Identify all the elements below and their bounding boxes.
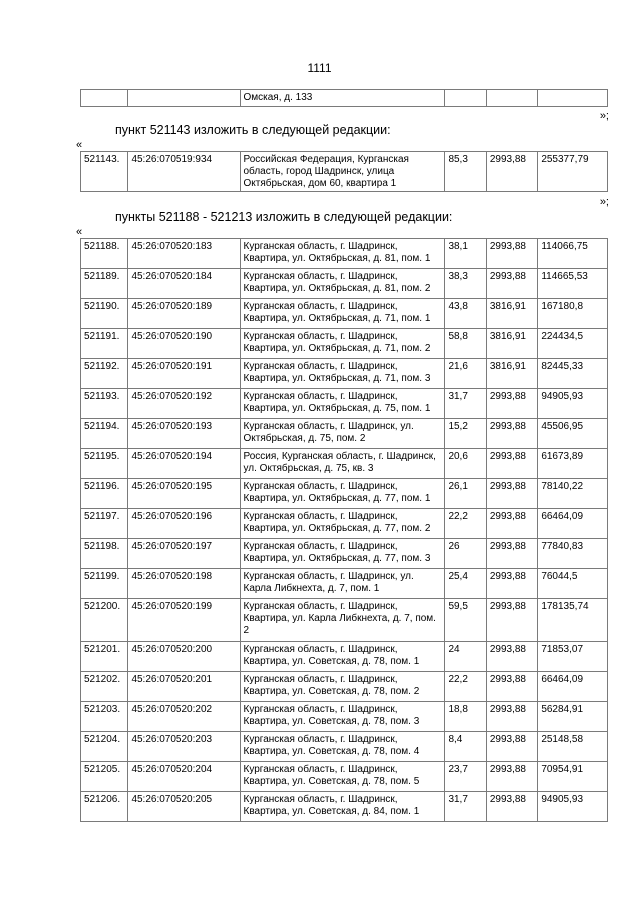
page-number: 1111 bbox=[307, 61, 332, 75]
cell-address: Курганская область, г. Шадринск, ул. Карла Либкнехта, д. 7, пом. 1 bbox=[240, 569, 445, 599]
cell-address: Курганская область, г. Шадринск, Квартира, ул. Советская, д. 78, пом. 4 bbox=[240, 732, 445, 762]
cell-price: 2993,88 bbox=[486, 539, 537, 569]
cell-total: 94905,93 bbox=[538, 792, 608, 822]
cell-price bbox=[486, 90, 537, 107]
cell-price: 3816,91 bbox=[486, 329, 537, 359]
cell-address: Курганская область, г. Шадринск, Квартира, ул. Октябрьская, д. 77, пом. 2 bbox=[240, 509, 445, 539]
cell-total: 66464,09 bbox=[538, 509, 608, 539]
cell-address: Курганская область, г. Шадринск, Квартира, ул. Октябрьская, д. 77, пом. 3 bbox=[240, 539, 445, 569]
table-row bbox=[81, 732, 608, 762]
cell-price: 2993,88 bbox=[486, 672, 537, 702]
cell-number: 521188. bbox=[81, 239, 128, 269]
cell-cadastral: 45:26:070520:195 bbox=[128, 479, 240, 509]
cell-number: 521198. bbox=[81, 539, 128, 569]
cell-number: 521196. bbox=[81, 479, 128, 509]
cell-address: Курганская область, г. Шадринск, Квартира, ул. Октябрьская, д. 81, пом. 1 bbox=[240, 239, 445, 269]
cell-cadastral: 45:26:070520:202 bbox=[128, 702, 240, 732]
cell-number: 521206. bbox=[81, 792, 128, 822]
cell-area: 15,2 bbox=[445, 419, 486, 449]
cell-address: Курганская область, г. Шадринск, Квартира, ул. Советская, д. 78, пом. 3 bbox=[240, 702, 445, 732]
close-quote-2: »; bbox=[599, 196, 609, 208]
cell-address: Курганская область, г. Шадринск, Квартира, ул. Октябрьская, д. 81, пом. 2 bbox=[240, 269, 445, 299]
cell-price: 2993,88 bbox=[486, 732, 537, 762]
cell-address: Курганская область, г. Шадринск, Квартира, ул. Советская, д. 78, пом. 2 bbox=[240, 672, 445, 702]
cell-area: 26,1 bbox=[445, 479, 486, 509]
cell-cadastral: 45:26:070520:190 bbox=[128, 329, 240, 359]
cell-cadastral: 45:26:070520:197 bbox=[128, 539, 240, 569]
cell-price: 2993,88 bbox=[486, 239, 537, 269]
cell-area: 85,3 bbox=[445, 152, 486, 192]
cell-number: 521190. bbox=[81, 299, 128, 329]
cell-area: 22,2 bbox=[445, 509, 486, 539]
cell-cadastral: 45:26:070520:184 bbox=[128, 269, 240, 299]
cell-cadastral: 45:26:070520:199 bbox=[128, 599, 240, 642]
cell-address: Курганская область, г. Шадринск, Квартира, ул. Октябрьская, д. 71, пом. 2 bbox=[240, 329, 445, 359]
cell-total: 45506,95 bbox=[538, 419, 608, 449]
cell-price: 2993,88 bbox=[486, 389, 537, 419]
cell-area: 25,4 bbox=[445, 569, 486, 599]
cell-total: 61673,89 bbox=[538, 449, 608, 479]
cell-number: 521189. bbox=[81, 269, 128, 299]
table-row bbox=[81, 419, 608, 449]
table-row bbox=[81, 792, 608, 822]
cell-cadastral: 45:26:070520:198 bbox=[128, 569, 240, 599]
section2-body bbox=[81, 239, 608, 822]
cell-address: Россия, Курганская область, г. Шадринск, ул. Октябрьская, д. 75, кв. 3 bbox=[240, 449, 445, 479]
cell-number: 521200. bbox=[81, 599, 128, 642]
cell-total: 56284,91 bbox=[538, 702, 608, 732]
cell-total: 66464,09 bbox=[538, 672, 608, 702]
cell-area bbox=[445, 90, 486, 107]
cell-total: 255377,79 bbox=[538, 152, 608, 192]
table-row bbox=[81, 239, 608, 269]
cell-address: Курганская область, г. Шадринск, Квартира, ул. Октябрьская, д. 77, пом. 1 bbox=[240, 479, 445, 509]
cell-area: 24 bbox=[445, 642, 486, 672]
cell-number: 521193. bbox=[81, 389, 128, 419]
table-row bbox=[81, 152, 608, 192]
cell-price: 2993,88 bbox=[486, 419, 537, 449]
cell-number: 521191. bbox=[81, 329, 128, 359]
cell-cadastral: 45:26:070520:193 bbox=[128, 419, 240, 449]
cell-total: 224434,5 bbox=[538, 329, 608, 359]
cell-area: 58,8 bbox=[445, 329, 486, 359]
cell-cadastral: 45:26:070519:934 bbox=[128, 152, 240, 192]
table-row bbox=[81, 599, 608, 642]
cell-address: Курганская область, г. Шадринск, Квартира, ул. Советская, д. 78, пом. 5 bbox=[240, 762, 445, 792]
cell-total: 178135,74 bbox=[538, 599, 608, 642]
cell-number: 521192. bbox=[81, 359, 128, 389]
table-row bbox=[81, 90, 608, 107]
cell-address: Курганская область, г. Шадринск, Квартира, ул. Октябрьская, д. 71, пом. 1 bbox=[240, 299, 445, 329]
cell-area: 22,2 bbox=[445, 672, 486, 702]
cell-total: 94905,93 bbox=[538, 389, 608, 419]
cell-number: 521202. bbox=[81, 672, 128, 702]
cell-number bbox=[81, 90, 128, 107]
table-row bbox=[81, 672, 608, 702]
cell-number: 521203. bbox=[81, 702, 128, 732]
cell-cadastral: 45:26:070520:192 bbox=[128, 389, 240, 419]
cell-price: 3816,91 bbox=[486, 359, 537, 389]
cell-address: Курганская область, г. Шадринск, Квартира, ул. Советская, д. 78, пом. 1 bbox=[240, 642, 445, 672]
top-fragment-table bbox=[80, 89, 608, 107]
section1-table bbox=[80, 151, 608, 192]
cell-cadastral bbox=[128, 90, 240, 107]
cell-price: 2993,88 bbox=[486, 569, 537, 599]
cell-price: 3816,91 bbox=[486, 299, 537, 329]
cell-address: Курганская область, г. Шадринск, Квартира, ул. Советская, д. 84, пом. 1 bbox=[240, 792, 445, 822]
cell-total: 71853,07 bbox=[538, 642, 608, 672]
cell-total: 114066,75 bbox=[538, 239, 608, 269]
cell-price: 2993,88 bbox=[486, 702, 537, 732]
table-row bbox=[81, 329, 608, 359]
cell-cadastral: 45:26:070520:191 bbox=[128, 359, 240, 389]
table-row bbox=[81, 762, 608, 792]
cell-cadastral: 45:26:070520:204 bbox=[128, 762, 240, 792]
cell-number: 521205. bbox=[81, 762, 128, 792]
cell-address: Курганская область, г. Шадринск, Квартира, ул. Октябрьская, д. 75, пом. 1 bbox=[240, 389, 445, 419]
cell-area: 31,7 bbox=[445, 792, 486, 822]
open-quote-2: « bbox=[76, 226, 83, 238]
open-quote-1: « bbox=[76, 139, 83, 151]
cell-number: 521143. bbox=[81, 152, 128, 192]
cell-price: 2993,88 bbox=[486, 792, 537, 822]
table-row bbox=[81, 299, 608, 329]
table-row bbox=[81, 269, 608, 299]
cell-number: 521204. bbox=[81, 732, 128, 762]
cell-address: Российская Федерация, Курганская область, город Шадринск, улица Октябрьская, дом 60, квартира 1 bbox=[240, 152, 445, 192]
cell-total: 78140,22 bbox=[538, 479, 608, 509]
cell-total: 25148,58 bbox=[538, 732, 608, 762]
table-row bbox=[81, 702, 608, 732]
table-row bbox=[81, 359, 608, 389]
table-row bbox=[81, 569, 608, 599]
section2-table bbox=[80, 238, 608, 822]
cell-cadastral: 45:26:070520:194 bbox=[128, 449, 240, 479]
cell-total bbox=[538, 90, 608, 107]
table-row bbox=[81, 642, 608, 672]
cell-area: 23,7 bbox=[445, 762, 486, 792]
close-quote-1: »; bbox=[599, 110, 609, 122]
cell-number: 521199. bbox=[81, 569, 128, 599]
cell-address: Курганская область, г. Шадринск, Квартира, ул. Октябрьская, д. 71, пом. 3 bbox=[240, 359, 445, 389]
cell-number: 521195. bbox=[81, 449, 128, 479]
cell-area: 38,3 bbox=[445, 269, 486, 299]
cell-total: 70954,91 bbox=[538, 762, 608, 792]
cell-total: 82445,33 bbox=[538, 359, 608, 389]
table-row bbox=[81, 479, 608, 509]
cell-area: 38,1 bbox=[445, 239, 486, 269]
cell-area: 18,8 bbox=[445, 702, 486, 732]
cell-cadastral: 45:26:070520:183 bbox=[128, 239, 240, 269]
cell-area: 31,7 bbox=[445, 389, 486, 419]
cell-cadastral: 45:26:070520:189 bbox=[128, 299, 240, 329]
cell-price: 2993,88 bbox=[486, 642, 537, 672]
cell-cadastral: 45:26:070520:196 bbox=[128, 509, 240, 539]
cell-area: 21,6 bbox=[445, 359, 486, 389]
section2-text: пункты 521188 - 521213 изложить в следующей редакции: bbox=[115, 210, 453, 224]
cell-area: 8,4 bbox=[445, 732, 486, 762]
cell-address: Курганская область, г. Шадринск, Квартира, ул. Карла Либкнехта, д. 7, пом. 2 bbox=[240, 599, 445, 642]
cell-address: Омская, д. 133 bbox=[240, 90, 445, 107]
table-row bbox=[81, 509, 608, 539]
cell-price: 2993,88 bbox=[486, 509, 537, 539]
cell-cadastral: 45:26:070520:205 bbox=[128, 792, 240, 822]
cell-number: 521201. bbox=[81, 642, 128, 672]
cell-area: 26 bbox=[445, 539, 486, 569]
cell-total: 76044,5 bbox=[538, 569, 608, 599]
section1-text: пункт 521143 изложить в следующей редакции: bbox=[115, 123, 391, 137]
cell-cadastral: 45:26:070520:203 bbox=[128, 732, 240, 762]
cell-total: 167180,8 bbox=[538, 299, 608, 329]
cell-price: 2993,88 bbox=[486, 599, 537, 642]
table-row bbox=[81, 539, 608, 569]
cell-price: 2993,88 bbox=[486, 152, 537, 192]
cell-price: 2993,88 bbox=[486, 449, 537, 479]
cell-price: 2993,88 bbox=[486, 762, 537, 792]
cell-number: 521194. bbox=[81, 419, 128, 449]
cell-address: Курганская область, г. Шадринск, ул. Октябрьская, д. 75, пом. 2 bbox=[240, 419, 445, 449]
cell-area: 59,5 bbox=[445, 599, 486, 642]
cell-area: 20,6 bbox=[445, 449, 486, 479]
table-row bbox=[81, 389, 608, 419]
cell-number: 521197. bbox=[81, 509, 128, 539]
cell-cadastral: 45:26:070520:201 bbox=[128, 672, 240, 702]
table-row bbox=[81, 449, 608, 479]
cell-cadastral: 45:26:070520:200 bbox=[128, 642, 240, 672]
cell-area: 43,8 bbox=[445, 299, 486, 329]
cell-price: 2993,88 bbox=[486, 269, 537, 299]
cell-total: 114665,53 bbox=[538, 269, 608, 299]
cell-price: 2993,88 bbox=[486, 479, 537, 509]
cell-total: 77840,83 bbox=[538, 539, 608, 569]
